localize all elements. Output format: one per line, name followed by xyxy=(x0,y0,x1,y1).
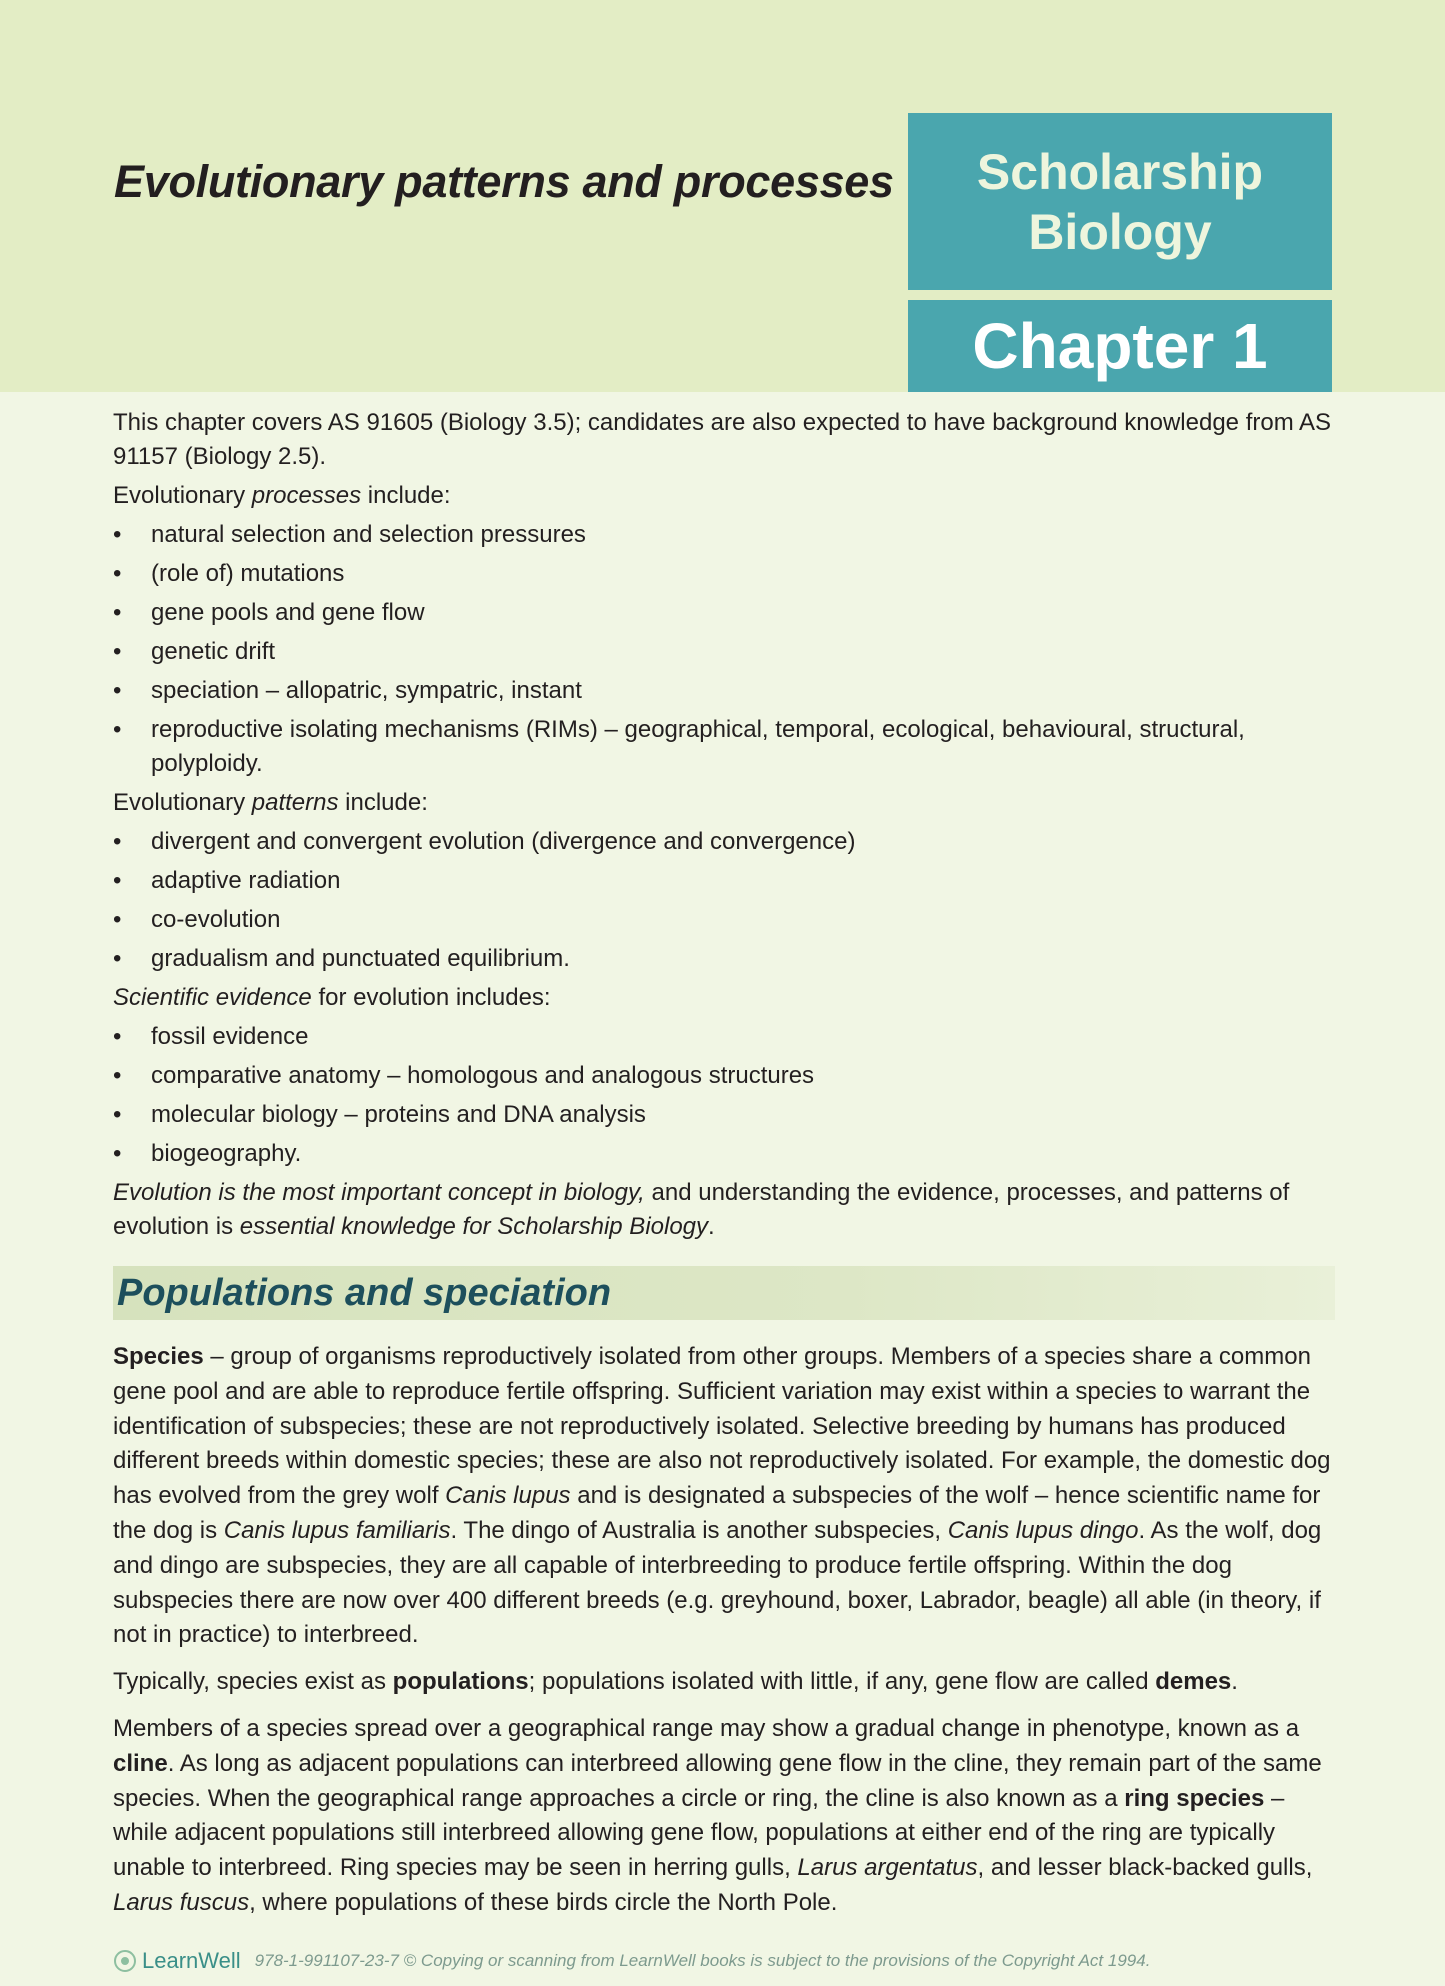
patterns-heading: Evolutionary patterns include: xyxy=(113,789,428,816)
bullet-icon: • xyxy=(113,1023,122,1050)
chapter-number-box xyxy=(908,300,1332,392)
processes-list xyxy=(113,518,1335,781)
list-item: • divergent and convergent evolution (divergence and convergence) xyxy=(113,825,1335,859)
list-item: • speciation – allopatric, sympatric, instant xyxy=(113,674,1335,708)
list-item: • comparative anatomy – homologous and analogous structures xyxy=(113,1059,1335,1093)
list-item: • fossil evidence xyxy=(113,1020,1335,1054)
list-item: • genetic drift xyxy=(113,635,1335,669)
bullet-icon: • xyxy=(113,716,122,743)
series-title-box xyxy=(908,113,1332,290)
processes-heading: Evolutionary processes include: xyxy=(113,482,451,509)
bullet-icon: • xyxy=(113,638,122,665)
bullet-icon: • xyxy=(113,828,122,855)
populations-paragraph: Typically, species exist as populations; populations isolated with little, if any, gene flow are called demes. xyxy=(113,1668,1238,1696)
cline-paragraph: Members of a species spread over a geographical range may show a gradual change in phenotype, known as a cline. As long as adjacent populations can interbreed allowing gene flow in the cline, they remain part of the same species. When the geographical range approaches a circle or ring, the cline is also known as a ring species – while adjacent populations still interbreed allowing gene flow, populations at either end of the ring are typically unable to interbreed. Ring species may be seen in herring gulls, Larus argentatus, and lesser black-backed gulls, Larus fuscus, where populations of these birds circle the North Pole. xyxy=(113,1714,1322,1916)
evidence-heading: Scientific evidence for evolution includes: xyxy=(113,984,551,1011)
bullet-icon: • xyxy=(113,1140,122,1167)
series-title-line1: Scholarship xyxy=(976,143,1264,200)
chapter-number: Chapter 1 xyxy=(972,310,1268,382)
learnwell-logo-icon xyxy=(114,1950,136,1972)
bullet-icon: • xyxy=(113,521,122,548)
page-content xyxy=(113,406,1335,1933)
bullet-icon: • xyxy=(113,867,122,894)
closing-statement: Evolution is the most important concept in biology, and understanding the evidence, processes, and patterns of evolution is essential knowledge for Scholarship Biology. xyxy=(113,1179,1290,1240)
list-item: • adaptive radiation xyxy=(113,864,1335,898)
list-item: • gene pools and gene flow xyxy=(113,596,1335,630)
patterns-list xyxy=(113,825,1335,976)
list-item: • gradualism and punctuated equilibrium. xyxy=(113,942,1335,976)
list-item: • (role of) mutations xyxy=(113,557,1335,591)
bullet-icon: • xyxy=(113,945,122,972)
list-item: • molecular biology – proteins and DNA analysis xyxy=(113,1098,1335,1132)
copyright-notice: 978-1-991107-23-7 © Copying or scanning from LearnWell books is subject to the provisions of the Copyright Act 1994. xyxy=(254,1951,1151,1970)
chapter-title: Evolutionary patterns and processes xyxy=(114,156,894,207)
bullet-icon: • xyxy=(113,1101,122,1128)
coverage-text: This chapter covers AS 91605 (Biology 3.5); candidates are also expected to have background knowledge from AS 91157 (Biology 2.5). xyxy=(113,409,1332,470)
footer-brand: LearnWell xyxy=(142,1948,241,1973)
evidence-list xyxy=(113,1020,1335,1171)
species-paragraph: Species – group of organisms reproductively isolated from other groups. Members of a species share a common gene pool and are able to reproduce fertile offspring. Sufficient variation may exist within a species to warrant the identification of subspecies; these are not reproductively isolated. Selective breeding by humans has produced different breeds within domestic species; these are also not reproductively isolated. For example, the domestic dog has evolved from the grey wolf Canis lupus and is designated a subspecies of the wolf – hence scientific name for the dog is Canis lupus familiaris. The dingo of Australia is another subspecies, Canis lupus dingo. As the wolf, dog and dingo are subspecies, they are all capable of interbreeding to produce fertile offspring. Within the dog subspecies there are now over 400 different breeds (e.g. greyhound, boxer, Labrador, beagle) all able (in theory, if not in practice) to interbreed. xyxy=(113,1343,1331,1649)
bullet-icon: • xyxy=(113,1062,122,1089)
bullet-icon: • xyxy=(113,599,122,626)
section-heading: Populations and speciation xyxy=(113,1266,1335,1320)
list-item: • natural selection and selection pressures xyxy=(113,518,1335,552)
bullet-icon: • xyxy=(113,906,122,933)
list-item: • reproductive isolating mechanisms (RIMs) – geographical, temporal, ecological, behavioural, structural, polyploidy. xyxy=(113,713,1335,781)
list-item: • biogeography. xyxy=(113,1137,1335,1171)
bullet-icon: • xyxy=(113,560,122,587)
series-title-line2: Biology xyxy=(1028,203,1212,260)
list-item: • co-evolution xyxy=(113,903,1335,937)
page-footer xyxy=(114,1948,1336,1986)
bullet-icon: • xyxy=(113,677,122,704)
